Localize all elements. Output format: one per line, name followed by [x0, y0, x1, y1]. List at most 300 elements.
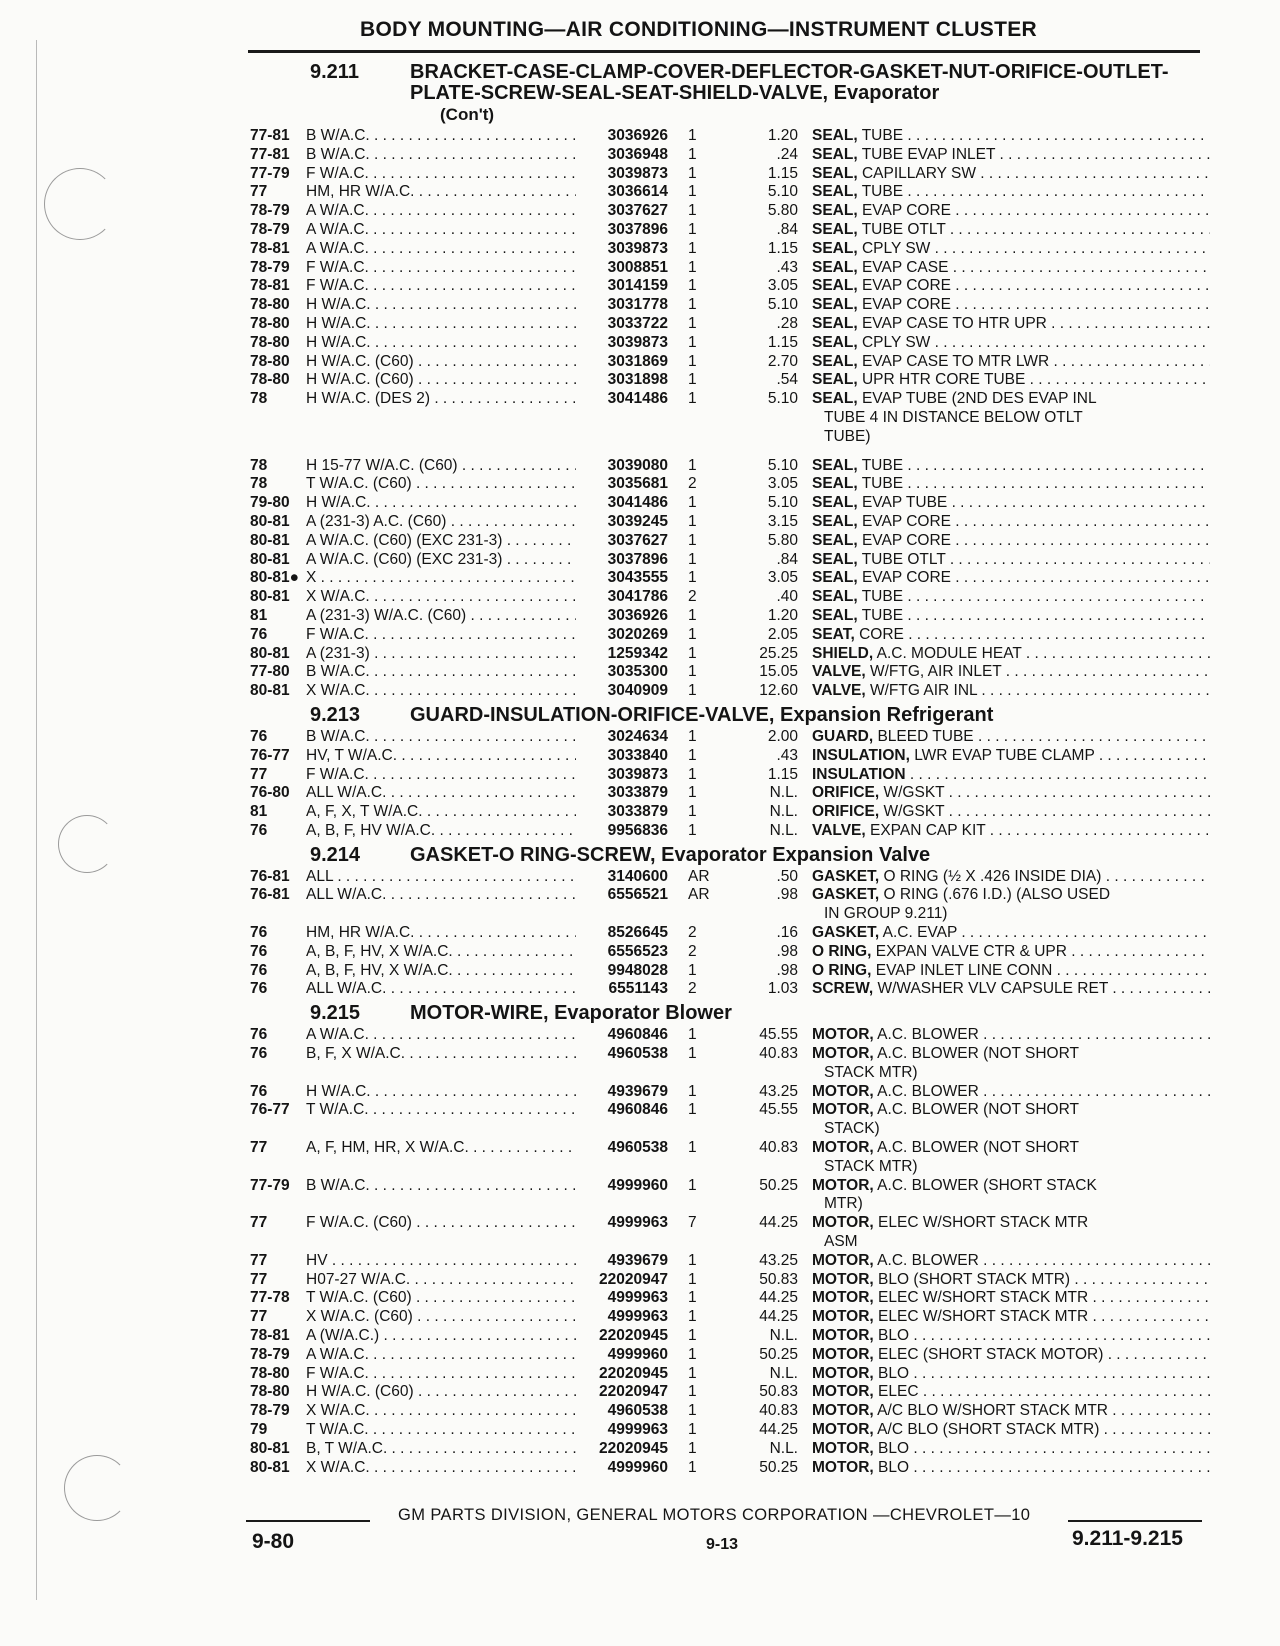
- quantity: 1: [688, 1251, 697, 1269]
- quantity: 1: [688, 663, 697, 681]
- quantity: 1: [688, 569, 697, 587]
- part-name: [812, 766, 1210, 785]
- part-number: 6551143: [608, 980, 668, 998]
- table-row: [250, 886, 1210, 924]
- part-name-keyword: SEAL,: [812, 202, 858, 220]
- price: 40.83: [759, 1139, 798, 1157]
- part-name: [812, 1177, 1210, 1215]
- quantity: 1: [688, 1364, 697, 1382]
- part-number: 3031778: [607, 296, 668, 314]
- part-name-detail: LWR EVAP TUBE CLAMP: [914, 746, 1095, 764]
- part-name-detail: A/C BLO W/SHORT STACK MTR: [877, 1402, 1108, 1420]
- part-name-keyword: SEAL,: [812, 456, 858, 474]
- part-number: 3033840: [607, 746, 668, 764]
- part-name-detail: A.C. BLOWER: [877, 1082, 979, 1100]
- price: 50.83: [759, 1383, 798, 1401]
- part-name-continuation: STACK): [824, 1120, 880, 1138]
- price: N.L.: [769, 821, 798, 839]
- model-years: 80-81: [250, 531, 290, 549]
- usage-description: T W/A.C. . . .: [306, 1421, 576, 1440]
- part-number: 22020945: [599, 1439, 668, 1457]
- price: 50.25: [759, 1345, 798, 1363]
- model-years: 78-81: [250, 277, 290, 295]
- part-name-detail: EVAP INLET LINE CONN: [875, 961, 1053, 979]
- table-row: [250, 1289, 1210, 1308]
- part-name: [812, 962, 1210, 981]
- part-name-continuation: IN GROUP 9.211): [824, 905, 948, 923]
- price: 43.25: [759, 1082, 798, 1100]
- model-years: 76: [250, 942, 268, 960]
- model-years: 77-79: [250, 164, 290, 182]
- binder-hole-icon: [44, 168, 116, 240]
- part-name-keyword: SEAL,: [812, 475, 858, 493]
- usage-description: A (231-3) W/A.C. (C60) . . .: [306, 607, 576, 626]
- part-name-keyword: SEAL,: [812, 258, 858, 276]
- quantity: 1: [688, 371, 697, 389]
- part-name-keyword: SEAL,: [812, 145, 858, 163]
- price: 45.55: [759, 1026, 798, 1044]
- footer-page-number: 9-13: [706, 1536, 739, 1553]
- usage-description: A W/A.C. . . .: [306, 240, 576, 259]
- part-name: [812, 146, 1210, 165]
- price: 2.00: [767, 727, 798, 745]
- model-years: 77-81: [250, 127, 290, 144]
- model-years: 76: [250, 961, 268, 979]
- price: .24: [776, 145, 798, 163]
- footer-division: GM PARTS DIVISION, GENERAL MOTORS CORPORATION —CHEVROLET—10: [398, 1506, 1031, 1524]
- margin-line: [36, 40, 37, 1600]
- section-title: [410, 1003, 1210, 1024]
- part-name: [812, 784, 1210, 803]
- usage-description: H W/A.C. . . .: [306, 494, 576, 513]
- table-row: [250, 1026, 1210, 1045]
- price: 40.83: [759, 1045, 798, 1063]
- part-name-detail: EVAP TUBE (2ND DES EVAP INL: [861, 390, 1097, 408]
- part-name-detail: A.C. BLOWER (NOT SHORT: [877, 1101, 1079, 1119]
- price: 1.03: [767, 980, 798, 998]
- part-name: [812, 221, 1210, 240]
- part-name-detail: TUBE: [861, 588, 904, 606]
- table-row: [250, 682, 1210, 701]
- quantity: 2: [688, 588, 697, 606]
- table-row: [250, 569, 1210, 588]
- part-name-keyword: SEAL,: [812, 588, 858, 606]
- part-number: 3039080: [607, 456, 668, 474]
- part-number: 3020269: [607, 625, 668, 643]
- part-number: 3039873: [607, 333, 668, 351]
- part-name: [812, 1365, 1210, 1384]
- table-row: [250, 1101, 1210, 1139]
- table-row: [250, 1308, 1210, 1327]
- quantity: 1: [688, 1308, 697, 1326]
- part-name: [812, 277, 1210, 296]
- model-years: 78: [250, 456, 268, 474]
- part-name-detail: CAPILLARY SW: [861, 164, 976, 182]
- part-name: [812, 532, 1210, 551]
- part-name-detail: BLO: [878, 1327, 910, 1345]
- part-name: [812, 1421, 1210, 1440]
- part-number: 4999960: [607, 1345, 668, 1363]
- part-name: [812, 551, 1210, 570]
- part-name-detail: EVAP CORE: [861, 569, 951, 587]
- part-name-keyword: SEAL,: [812, 606, 858, 624]
- part-number: 4939679: [607, 1082, 668, 1100]
- model-years: 77: [250, 765, 268, 783]
- usage-description: X W/A.C. . . .: [306, 682, 576, 701]
- quantity: 1: [688, 1289, 697, 1307]
- part-number: 3014159: [607, 277, 668, 295]
- price: 1.15: [767, 239, 798, 257]
- quantity: 1: [688, 606, 697, 624]
- model-years: 76-81: [250, 886, 290, 904]
- table-row: [250, 1214, 1210, 1252]
- part-name-keyword: MOTOR,: [812, 1458, 874, 1476]
- model-years: 76-77: [250, 746, 290, 764]
- part-name-keyword: SEAL,: [812, 220, 858, 238]
- section-title-text: GUARD-INSULATION-ORIFICE-VALVE, Expansion Refrigerant: [410, 703, 994, 726]
- part-number: 3033879: [607, 803, 668, 821]
- part-name: [812, 607, 1210, 626]
- parts-listing: [250, 58, 1210, 1477]
- price: N.L.: [769, 1327, 798, 1345]
- price: N.L.: [769, 1364, 798, 1382]
- quantity: 1: [688, 821, 697, 839]
- part-name: [812, 886, 1210, 924]
- part-number: 3043555: [607, 569, 668, 587]
- part-number: 3037896: [607, 550, 668, 568]
- part-name-detail: A.C. BLOWER: [877, 1251, 979, 1269]
- part-name-keyword: SEAL,: [812, 371, 858, 389]
- part-name-keyword: MOTOR,: [812, 1082, 874, 1100]
- part-number: 3041486: [607, 494, 668, 512]
- quantity: 1: [688, 1026, 697, 1044]
- table-row: [250, 296, 1210, 315]
- usage-description: T W/A.C. (C60) . . .: [306, 1289, 576, 1308]
- part-name: [812, 1327, 1210, 1346]
- quantity: 1: [688, 961, 697, 979]
- table-row: [250, 747, 1210, 766]
- part-number: 3037896: [607, 220, 668, 238]
- quantity: 1: [688, 746, 697, 764]
- part-name-detail: CPLY SW: [861, 333, 931, 351]
- model-years: 81: [250, 606, 268, 624]
- part-name-keyword: MOTOR,: [812, 1327, 874, 1345]
- price: 44.25: [759, 1421, 798, 1438]
- model-years: 80-81: [250, 550, 290, 568]
- model-years: 76-77: [250, 1101, 290, 1119]
- part-name-keyword: VALVE,: [812, 663, 866, 681]
- model-years: 76: [250, 821, 268, 839]
- quantity: 1: [688, 1270, 697, 1288]
- part-name-keyword: SEAL,: [812, 164, 858, 182]
- table-row: [250, 645, 1210, 664]
- part-name: [812, 1308, 1210, 1327]
- model-years: 78-80: [250, 314, 290, 332]
- quantity: 1: [688, 333, 697, 351]
- table-row: [250, 457, 1210, 476]
- section-title-text: BRACKET-CASE-CLAMP-COVER-DEFLECTOR-GASKET-NUT-ORIFICE-OUTLET-PLATE-SCREW-SEAL-SEAT-SHIELD-VALVE, Evaporator: [410, 61, 1169, 104]
- part-name: [812, 353, 1210, 372]
- quantity: 1: [688, 512, 697, 530]
- part-name-keyword: MOTOR,: [812, 1270, 874, 1288]
- part-name: [812, 390, 1210, 446]
- footer-group-range: 9.211-9.215: [1072, 1527, 1183, 1550]
- part-name: [812, 240, 1210, 259]
- model-years: 76: [250, 980, 268, 998]
- table-row: [250, 259, 1210, 278]
- model-years: 80-81: [250, 682, 290, 700]
- part-number: 3040909: [607, 682, 668, 700]
- part-name: [812, 127, 1210, 146]
- table-row: [250, 334, 1210, 353]
- price: 50.83: [759, 1270, 798, 1288]
- part-name-keyword: MOTOR,: [812, 1045, 874, 1063]
- usage-description: A W/A.C. (C60) (EXC 231-3) . . .: [306, 551, 576, 570]
- price: 25.25: [759, 644, 798, 662]
- part-name: [812, 1139, 1210, 1177]
- table-row: [250, 943, 1210, 962]
- price: 43.25: [759, 1251, 798, 1269]
- quantity: 1: [688, 625, 697, 643]
- part-name-keyword: SEAL,: [812, 296, 858, 314]
- model-years: 79-80: [250, 494, 290, 512]
- part-name-keyword: SEAL,: [812, 277, 858, 295]
- quantity: 1: [688, 277, 697, 295]
- usage-description: A, F, X, T W/A.C. . . .: [306, 803, 576, 822]
- part-name: [812, 924, 1210, 943]
- part-name-keyword: MOTOR,: [812, 1308, 874, 1326]
- table-row: [250, 202, 1210, 221]
- quantity: 2: [688, 924, 697, 942]
- part-number: 6556523: [607, 942, 668, 960]
- part-number: 3035681: [607, 475, 668, 493]
- table-row: [250, 1083, 1210, 1102]
- quantity: 1: [688, 531, 697, 549]
- model-years: 77: [250, 1308, 268, 1326]
- quantity: 1: [688, 1101, 697, 1119]
- table-row: [250, 868, 1210, 887]
- part-number: 3036948: [607, 145, 668, 163]
- part-number: 22020945: [599, 1327, 668, 1345]
- part-name-continuation: MTR): [824, 1195, 863, 1213]
- price: 3.15: [767, 512, 798, 530]
- model-years: 77-80: [250, 663, 290, 681]
- quantity: AR: [688, 886, 710, 904]
- usage-description: A, B, F, HV W/A.C. . . .: [306, 822, 576, 841]
- model-years: 78-80: [250, 371, 290, 389]
- quantity: 1: [688, 239, 697, 257]
- model-years: 80-81: [250, 1439, 290, 1457]
- price: 50.25: [759, 1458, 798, 1476]
- model-years: 77: [250, 1214, 268, 1232]
- model-years: 77: [250, 183, 268, 201]
- part-name-detail: CPLY SW: [861, 239, 931, 257]
- usage-description: B W/A.C. . . .: [306, 663, 576, 682]
- section-heading: [250, 705, 1210, 726]
- part-number: 3037627: [607, 202, 668, 220]
- part-number: 1259342: [607, 644, 668, 662]
- usage-description: H W/A.C. . . .: [306, 334, 576, 353]
- model-years: 78-80: [250, 352, 290, 370]
- header-rule: [248, 50, 1200, 53]
- model-years: 78-80: [250, 1364, 290, 1382]
- part-name-detail: EVAP CORE: [861, 296, 951, 314]
- model-years: 77: [250, 1139, 268, 1157]
- usage-description: HV, T W/A.C. . . .: [306, 747, 576, 766]
- part-name-keyword: SEAL,: [812, 512, 858, 530]
- part-name-detail: EVAP CORE: [861, 512, 951, 530]
- table-row: [250, 924, 1210, 943]
- quantity: 1: [688, 127, 697, 144]
- part-name-continuation: TUBE): [824, 427, 871, 445]
- footer-rule: [1068, 1520, 1202, 1522]
- price: N.L.: [769, 1439, 798, 1457]
- part-number: 3024634: [607, 727, 668, 745]
- part-name: [812, 183, 1210, 202]
- part-name-detail: BLO: [878, 1364, 910, 1382]
- model-years: 77: [250, 1251, 268, 1269]
- part-name: [812, 1101, 1210, 1139]
- part-name: [812, 943, 1210, 962]
- part-number: 4960538: [607, 1139, 668, 1157]
- quantity: 1: [688, 314, 697, 332]
- quantity: 1: [688, 1383, 697, 1401]
- part-name-keyword: MOTOR,: [812, 1345, 874, 1363]
- part-name: [812, 822, 1210, 841]
- part-name-detail: TUBE: [861, 475, 904, 493]
- quantity: 2: [688, 980, 697, 998]
- price: 5.10: [767, 183, 798, 201]
- model-years: 80-81: [250, 1458, 290, 1476]
- part-number: 4939679: [607, 1251, 668, 1269]
- quantity: 2: [688, 475, 697, 493]
- part-name-keyword: MOTOR,: [812, 1364, 874, 1382]
- part-name-detail: A.C. EVAP: [882, 924, 958, 942]
- usage-description: A W/A.C. . . .: [306, 1346, 576, 1365]
- part-number: 3036926: [607, 606, 668, 624]
- part-name: [812, 1440, 1210, 1459]
- part-number: 3033722: [607, 314, 668, 332]
- part-number: 8526645: [607, 924, 668, 942]
- part-name-keyword: MOTOR,: [812, 1026, 874, 1044]
- model-years: 78-80: [250, 1383, 290, 1401]
- usage-description: ALL W/A.C. . . .: [306, 784, 576, 803]
- price: 1.20: [767, 127, 798, 144]
- part-name: [812, 803, 1210, 822]
- price: 44.25: [759, 1289, 798, 1307]
- quantity: 1: [688, 1345, 697, 1363]
- table-row: [250, 1421, 1210, 1440]
- section-subtitle: (Con't): [440, 105, 495, 124]
- price: 50.25: [759, 1176, 798, 1194]
- usage-description: B W/A.C. . . .: [306, 127, 576, 146]
- part-name-keyword: SEAL,: [812, 239, 858, 257]
- price: .28: [776, 314, 798, 332]
- model-years: 78-79: [250, 1402, 290, 1420]
- part-number: 22020947: [599, 1270, 668, 1288]
- part-name-keyword: SEAL,: [812, 569, 858, 587]
- part-name: [812, 645, 1210, 664]
- part-number: 3008851: [607, 258, 668, 276]
- price: .98: [776, 942, 798, 960]
- table-row: [250, 1459, 1210, 1478]
- part-number: 22020945: [599, 1364, 668, 1382]
- price: 2.70: [767, 352, 798, 370]
- quantity: 1: [688, 682, 697, 700]
- quantity: 1: [688, 1176, 697, 1194]
- part-name: [812, 202, 1210, 221]
- table-row: [250, 822, 1210, 841]
- part-name-detail: A.C. BLOWER (NOT SHORT: [877, 1045, 1079, 1063]
- part-number: 3037627: [607, 531, 668, 549]
- part-name-detail: CORE: [859, 625, 904, 643]
- table-row: [250, 551, 1210, 570]
- usage-description: A (W/A.C.) . . .: [306, 1327, 576, 1346]
- part-name-detail: TUBE: [861, 456, 904, 474]
- part-name-detail: O RING (½ X .426 INSIDE DIA): [883, 867, 1102, 885]
- quantity: 1: [688, 1327, 697, 1345]
- part-name: [812, 980, 1210, 999]
- usage-description: A (231-3) . . .: [306, 645, 576, 664]
- page-header-title: BODY MOUNTING—AIR CONDITIONING—INSTRUMENT CLUSTER: [360, 18, 1037, 41]
- quantity: 1: [688, 1402, 697, 1420]
- table-row: [250, 1365, 1210, 1384]
- usage-description: X W/A.C. (C60) . . .: [306, 1308, 576, 1327]
- part-number: 3041486: [607, 390, 668, 408]
- usage-description: A W/A.C. . . .: [306, 1026, 576, 1045]
- part-number: 3031869: [607, 352, 668, 370]
- section-title-text: MOTOR-WIRE, Evaporator Blower: [410, 1002, 732, 1025]
- usage-description: H 15-77 W/A.C. (C60) . . .: [306, 457, 576, 476]
- model-years: 79: [250, 1421, 268, 1438]
- part-name-detail: UPR HTR CORE TUBE: [861, 371, 1026, 389]
- price: .43: [776, 258, 798, 276]
- usage-description: HM, HR W/A.C. . . .: [306, 183, 576, 202]
- table-row: [250, 315, 1210, 334]
- section-number: 9.213: [310, 703, 361, 726]
- part-name-detail: EVAP CORE: [861, 531, 951, 549]
- part-name: [812, 1289, 1210, 1308]
- usage-description: H W/A.C. (DES 2) . . .: [306, 390, 576, 409]
- price: 1.20: [767, 606, 798, 624]
- model-years: 80-81: [250, 644, 290, 662]
- part-name-detail: EVAP CORE: [861, 277, 951, 295]
- usage-description: T W/A.C. . . .: [306, 1101, 576, 1120]
- table-row: [250, 607, 1210, 626]
- part-name-keyword: VALVE,: [812, 682, 866, 700]
- table-row: [250, 240, 1210, 259]
- price: .98: [776, 961, 798, 979]
- quantity: 1: [688, 1421, 697, 1438]
- model-years: 80-81●: [250, 569, 300, 587]
- usage-description: B W/A.C. . . .: [306, 1177, 576, 1196]
- part-name: [812, 334, 1210, 353]
- model-years: 78-80: [250, 296, 290, 314]
- price: 3.05: [767, 569, 798, 587]
- usage-description: F W/A.C. . . .: [306, 259, 576, 278]
- part-name-detail: BLEED TUBE: [877, 727, 974, 745]
- part-name-keyword: MOTOR,: [812, 1289, 874, 1307]
- price: 5.10: [767, 456, 798, 474]
- part-name: [812, 588, 1210, 607]
- part-name: [812, 868, 1210, 887]
- model-years: 76: [250, 924, 268, 942]
- part-name-keyword: MOTOR,: [812, 1251, 874, 1269]
- part-name-detail: A.C. BLOWER (NOT SHORT: [877, 1139, 1079, 1157]
- price: 40.83: [759, 1402, 798, 1420]
- model-years: 78-79: [250, 1345, 290, 1363]
- usage-description: H W/A.C. (C60) . . .: [306, 1383, 576, 1402]
